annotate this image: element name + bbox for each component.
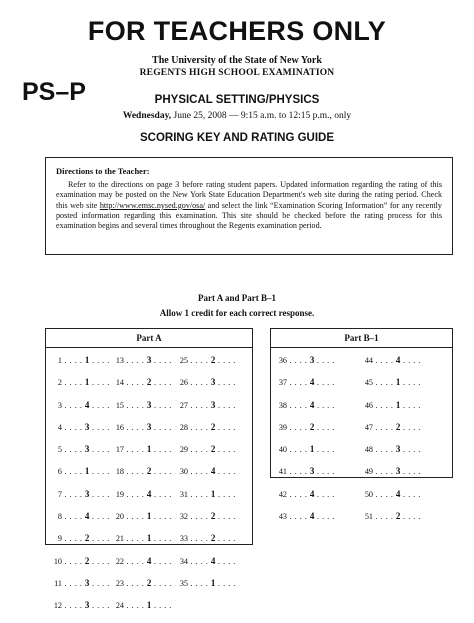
leader-dots: . . . . (151, 534, 172, 544)
part_a-column (110, 355, 172, 623)
leader-dots: . . . . (62, 356, 85, 365)
leader-dots: . . . . (124, 601, 147, 611)
leader-dots: . . . . (89, 400, 110, 410)
leader-dots: . . . . (89, 445, 110, 455)
question-number: 6 (57, 467, 62, 477)
question-number: 41 (278, 467, 287, 477)
answer-row (359, 466, 421, 488)
answer-key: 2 (146, 377, 152, 388)
answer-row (359, 355, 421, 377)
answer-key: 2 (210, 421, 216, 432)
leader-dots: . . . . (89, 467, 110, 477)
leader-dots: . . . . (400, 489, 421, 499)
question-number: 15 (115, 400, 124, 410)
answer-key: 1 (395, 399, 401, 410)
answer-key: 4 (210, 555, 216, 566)
leader-dots: . . . . (188, 534, 211, 544)
answer-key: 3 (84, 577, 90, 588)
answer-key: 3 (146, 355, 152, 365)
answer-key: 3 (395, 444, 401, 455)
answer-key: 2 (84, 533, 90, 544)
answer-row (273, 355, 335, 377)
exam-date-time: June 25, 2008 — 9:15 a.m. to 12:15 p.m., only (171, 111, 352, 121)
leader-dots: . . . . (314, 445, 335, 455)
answer-row (48, 511, 110, 533)
question-number: 22 (115, 556, 124, 566)
osa-web-link[interactable]: http://www.emsc.nysed.gov/osa/ (99, 200, 206, 210)
leader-dots: . . . . (151, 556, 172, 566)
exam-name: REGENTS HIGH SCHOOL EXAMINATION (139, 68, 335, 78)
leader-dots: . . . . (188, 400, 211, 410)
leader-dots: . . . . (151, 601, 172, 611)
question-number: 9 (57, 534, 62, 544)
leader-dots: . . . . (400, 467, 421, 477)
answer-row (110, 578, 172, 600)
answer-key: 4 (395, 488, 401, 499)
answer-key: 2 (309, 421, 315, 432)
leader-dots: . . . . (287, 467, 310, 477)
answer-row (359, 444, 421, 466)
answer-key: 3 (309, 355, 315, 365)
leader-dots: . . . . (400, 512, 421, 522)
leader-dots: . . . . (287, 445, 310, 455)
leader-dots: . . . . (373, 422, 396, 432)
question-number: 19 (115, 489, 124, 499)
university-name: The University of the State of New York (152, 55, 322, 66)
answer-row (174, 489, 236, 511)
leader-dots: . . . . (62, 578, 85, 588)
answer-row (110, 511, 172, 533)
answer-row (110, 600, 172, 622)
answer-row (48, 422, 110, 444)
leader-dots: . . . . (400, 400, 421, 410)
leader-dots: . . . . (62, 601, 85, 611)
exam-day: Wednesday, (122, 111, 172, 121)
answer-key: 2 (146, 577, 152, 588)
question-number: 29 (179, 445, 188, 455)
directions-text (56, 180, 442, 231)
question-number: 28 (179, 422, 188, 432)
answer-row (48, 600, 110, 622)
leader-dots: . . . . (215, 578, 236, 588)
answer-key: 2 (210, 444, 216, 455)
part-a-answer-box (45, 328, 253, 611)
answer-key: 2 (210, 355, 216, 365)
answer-key: 1 (84, 355, 90, 365)
answer-key: 4 (309, 399, 315, 410)
question-number: 32 (179, 512, 188, 522)
question-number: 7 (57, 489, 62, 499)
directions-text-part1: Refer to the directions on page 3 before rating student papers. Updated information regarding the rating of this examination may be posted on the New York State Education Department's web site during the rating period. Check this web site (56, 180, 442, 210)
leader-dots: . . . . (151, 512, 172, 522)
question-number: 25 (179, 356, 188, 365)
answer-key: 1 (210, 577, 216, 588)
leader-dots: . . . . (151, 422, 172, 432)
answer-row (110, 444, 172, 466)
question-number: 33 (179, 534, 188, 544)
directions-heading: Directions to the Teacher: (56, 166, 150, 176)
part_b1-column (273, 355, 335, 533)
answer-key: 4 (309, 511, 315, 522)
answer-row (110, 355, 172, 377)
leader-dots: . . . . (62, 445, 85, 455)
question-number: 35 (179, 578, 188, 588)
leader-dots: . . . . (400, 422, 421, 432)
leader-dots: . . . . (89, 556, 110, 566)
leader-dots: . . . . (215, 445, 236, 455)
leader-dots: . . . . (215, 467, 236, 477)
leader-dots: . . . . (314, 378, 335, 388)
question-number: 17 (115, 445, 124, 455)
leader-dots: . . . . (124, 578, 147, 588)
question-number: 39 (278, 422, 287, 432)
answer-row (174, 511, 236, 533)
leader-dots: . . . . (89, 422, 110, 432)
leader-dots: . . . . (188, 467, 211, 477)
leader-dots: . . . . (151, 356, 172, 365)
answer-key: 3 (146, 421, 152, 432)
leader-dots: . . . . (62, 378, 85, 388)
parts-title: Part A and Part B–1 (198, 293, 276, 303)
part_b1-column (359, 355, 421, 533)
leader-dots: . . . . (287, 356, 310, 365)
leader-dots: . . . . (124, 422, 147, 432)
leader-dots: . . . . (287, 378, 310, 388)
question-number: 49 (364, 467, 373, 477)
leader-dots: . . . . (400, 356, 421, 365)
leader-dots: . . . . (287, 422, 310, 432)
question-number: 21 (115, 534, 124, 544)
answer-row (110, 556, 172, 578)
answer-key: 1 (146, 511, 152, 522)
answer-key: 1 (146, 444, 152, 455)
leader-dots: . . . . (215, 556, 236, 566)
directions-box (45, 157, 453, 255)
question-number: 10 (53, 556, 62, 566)
leader-dots: . . . . (124, 534, 147, 544)
leader-dots: . . . . (188, 556, 211, 566)
leader-dots: . . . . (188, 578, 211, 588)
leader-dots: . . . . (62, 422, 85, 432)
answer-row (174, 377, 236, 399)
answer-row (273, 511, 335, 533)
answer-row (48, 355, 110, 377)
answer-key: 3 (146, 399, 152, 410)
answer-key: 4 (210, 466, 216, 477)
answer-key: 4 (395, 355, 401, 365)
answer-row (48, 377, 110, 399)
answer-key: 2 (210, 533, 216, 544)
answer-key: 4 (146, 488, 152, 499)
leader-dots: . . . . (89, 378, 110, 388)
leader-dots: . . . . (124, 512, 147, 522)
part-b1-divider (271, 347, 452, 348)
exam-code: PS–P (22, 78, 86, 106)
question-number: 50 (364, 489, 373, 499)
answer-row (174, 533, 236, 555)
part-b1-answer-box (270, 328, 453, 522)
question-number: 1 (57, 356, 62, 365)
question-number: 36 (278, 356, 287, 365)
answer-row (48, 466, 110, 488)
exam-date (0, 111, 474, 121)
leader-dots: . . . . (151, 445, 172, 455)
answer-key: 2 (395, 421, 401, 432)
leader-dots: . . . . (62, 489, 85, 499)
leader-dots: . . . . (373, 467, 396, 477)
answer-row (110, 533, 172, 555)
answer-key: 3 (309, 466, 315, 477)
part-b1-heading: Part B–1 (344, 333, 379, 343)
directions-text-part2: and select the link “Examination Scoring Information” for any recently posted information regarding this examination. This site should be checked before the rating process for this examination begins and several times throughout the Regents examination period. (56, 200, 442, 231)
answer-key: 3 (84, 421, 90, 432)
question-number: 2 (57, 378, 62, 388)
answer-row (174, 444, 236, 466)
answer-row (273, 400, 335, 422)
leader-dots: . . . . (400, 378, 421, 388)
question-number: 42 (278, 489, 287, 499)
question-number: 24 (115, 601, 124, 611)
answer-key: 2 (210, 511, 216, 522)
answer-row (174, 355, 236, 377)
question-number: 38 (278, 400, 287, 410)
leader-dots: . . . . (188, 378, 211, 388)
credit-instruction: Allow 1 credit for each correct response. (159, 308, 315, 318)
answer-row (174, 556, 236, 578)
question-number: 43 (278, 512, 287, 522)
leader-dots: . . . . (215, 378, 236, 388)
leader-dots: . . . . (62, 556, 85, 566)
leader-dots: . . . . (215, 512, 236, 522)
leader-dots: . . . . (124, 356, 147, 365)
question-number: 13 (115, 356, 124, 365)
leader-dots: . . . . (314, 489, 335, 499)
answer-row (273, 422, 335, 444)
leader-dots: . . . . (89, 601, 110, 611)
question-number: 31 (179, 489, 188, 499)
leader-dots: . . . . (188, 512, 211, 522)
leader-dots: . . . . (287, 489, 310, 499)
leader-dots: . . . . (287, 512, 310, 522)
answer-row (48, 444, 110, 466)
question-number: 45 (364, 378, 373, 388)
question-number: 44 (364, 356, 373, 365)
question-number: 47 (364, 422, 373, 432)
question-number: 11 (54, 578, 62, 588)
question-number: 4 (57, 422, 62, 432)
leader-dots: . . . . (215, 534, 236, 544)
answer-row (174, 422, 236, 444)
subject-title: PHYSICAL SETTING/PHYSICS (154, 94, 320, 106)
question-number: 18 (115, 467, 124, 477)
leader-dots: . . . . (124, 445, 147, 455)
answer-row (359, 511, 421, 533)
answer-key: 1 (146, 600, 152, 611)
guide-title: SCORING KEY AND RATING GUIDE (139, 132, 335, 144)
answer-key: 4 (84, 399, 90, 410)
answer-key: 1 (84, 466, 90, 477)
leader-dots: . . . . (373, 400, 396, 410)
leader-dots: . . . . (89, 512, 110, 522)
leader-dots: . . . . (287, 400, 310, 410)
leader-dots: . . . . (314, 400, 335, 410)
answer-key: 3 (84, 488, 90, 499)
leader-dots: . . . . (89, 489, 110, 499)
leader-dots: . . . . (373, 445, 396, 455)
answer-row (359, 400, 421, 422)
leader-dots: . . . . (89, 534, 110, 544)
answer-row (110, 400, 172, 422)
leader-dots: . . . . (314, 467, 335, 477)
part-a-divider (46, 347, 252, 348)
answer-key: 1 (146, 533, 152, 544)
leader-dots: . . . . (314, 422, 335, 432)
leader-dots: . . . . (215, 356, 236, 365)
answer-key: 2 (84, 555, 90, 566)
leader-dots: . . . . (188, 422, 211, 432)
answer-key: 3 (395, 466, 401, 477)
answer-row (273, 444, 335, 466)
leader-dots: . . . . (89, 578, 110, 588)
answer-key: 3 (84, 444, 90, 455)
answer-key: 1 (84, 377, 90, 388)
question-number: 51 (364, 512, 373, 522)
question-number: 5 (57, 445, 62, 455)
leader-dots: . . . . (151, 467, 172, 477)
question-number: 8 (57, 512, 62, 522)
answer-key: 1 (395, 377, 401, 388)
leader-dots: . . . . (314, 356, 335, 365)
leader-dots: . . . . (400, 445, 421, 455)
leader-dots: . . . . (89, 356, 110, 365)
part-a-heading: Part A (136, 333, 162, 343)
question-number: 14 (115, 378, 124, 388)
answer-row (48, 533, 110, 555)
document-title: FOR TEACHERS ONLY (87, 16, 387, 46)
answer-row (110, 489, 172, 511)
answer-key: 3 (210, 377, 216, 388)
question-number: 27 (179, 400, 188, 410)
leader-dots: . . . . (124, 556, 147, 566)
answer-key: 2 (146, 466, 152, 477)
question-number: 48 (364, 445, 373, 455)
leader-dots: . . . . (215, 400, 236, 410)
leader-dots: . . . . (373, 512, 396, 522)
leader-dots: . . . . (124, 489, 147, 499)
answer-row (48, 400, 110, 422)
leader-dots: . . . . (62, 467, 85, 477)
part_a-column (48, 355, 110, 623)
leader-dots: . . . . (124, 378, 147, 388)
answer-key: 3 (210, 399, 216, 410)
question-number: 30 (179, 467, 188, 477)
question-number: 3 (57, 400, 62, 410)
leader-dots: . . . . (188, 489, 211, 499)
leader-dots: . . . . (151, 489, 172, 499)
answer-key: 2 (395, 511, 401, 522)
answer-key: 4 (309, 377, 315, 388)
answer-row (174, 400, 236, 422)
leader-dots: . . . . (215, 422, 236, 432)
answer-row (359, 377, 421, 399)
answer-row (359, 422, 421, 444)
question-number: 40 (278, 445, 287, 455)
answer-row (273, 489, 335, 511)
answer-row (110, 377, 172, 399)
part_a-column (174, 355, 236, 600)
question-number: 26 (179, 378, 188, 388)
leader-dots: . . . . (215, 489, 236, 499)
question-number: 34 (179, 556, 188, 566)
leader-dots: . . . . (62, 534, 85, 544)
leader-dots: . . . . (188, 445, 211, 455)
answer-key: 4 (146, 555, 152, 566)
question-number: 23 (115, 578, 124, 588)
leader-dots: . . . . (151, 378, 172, 388)
answer-row (110, 466, 172, 488)
question-number: 20 (115, 512, 124, 522)
answer-key: 4 (84, 511, 90, 522)
leader-dots: . . . . (314, 512, 335, 522)
answer-row (48, 578, 110, 600)
leader-dots: . . . . (124, 467, 147, 477)
answer-row (48, 489, 110, 511)
leader-dots: . . . . (151, 578, 172, 588)
leader-dots: . . . . (62, 400, 85, 410)
leader-dots: . . . . (151, 400, 172, 410)
answer-row (273, 466, 335, 488)
question-number: 37 (278, 378, 287, 388)
leader-dots: . . . . (373, 356, 396, 365)
answer-row (273, 377, 335, 399)
answer-row (174, 578, 236, 600)
answer-key: 1 (309, 444, 315, 455)
answer-key: 1 (210, 488, 216, 499)
question-number: 16 (115, 422, 124, 432)
answer-key: 3 (84, 600, 90, 611)
question-number: 46 (364, 400, 373, 410)
leader-dots: . . . . (373, 378, 396, 388)
answer-row (110, 422, 172, 444)
answer-row (48, 556, 110, 578)
answer-row (174, 466, 236, 488)
leader-dots: . . . . (188, 356, 211, 365)
leader-dots: . . . . (124, 400, 147, 410)
leader-dots: . . . . (373, 489, 396, 499)
leader-dots: . . . . (62, 512, 85, 522)
answer-key: 4 (309, 488, 315, 499)
question-number: 12 (53, 601, 62, 611)
answer-row (359, 489, 421, 511)
